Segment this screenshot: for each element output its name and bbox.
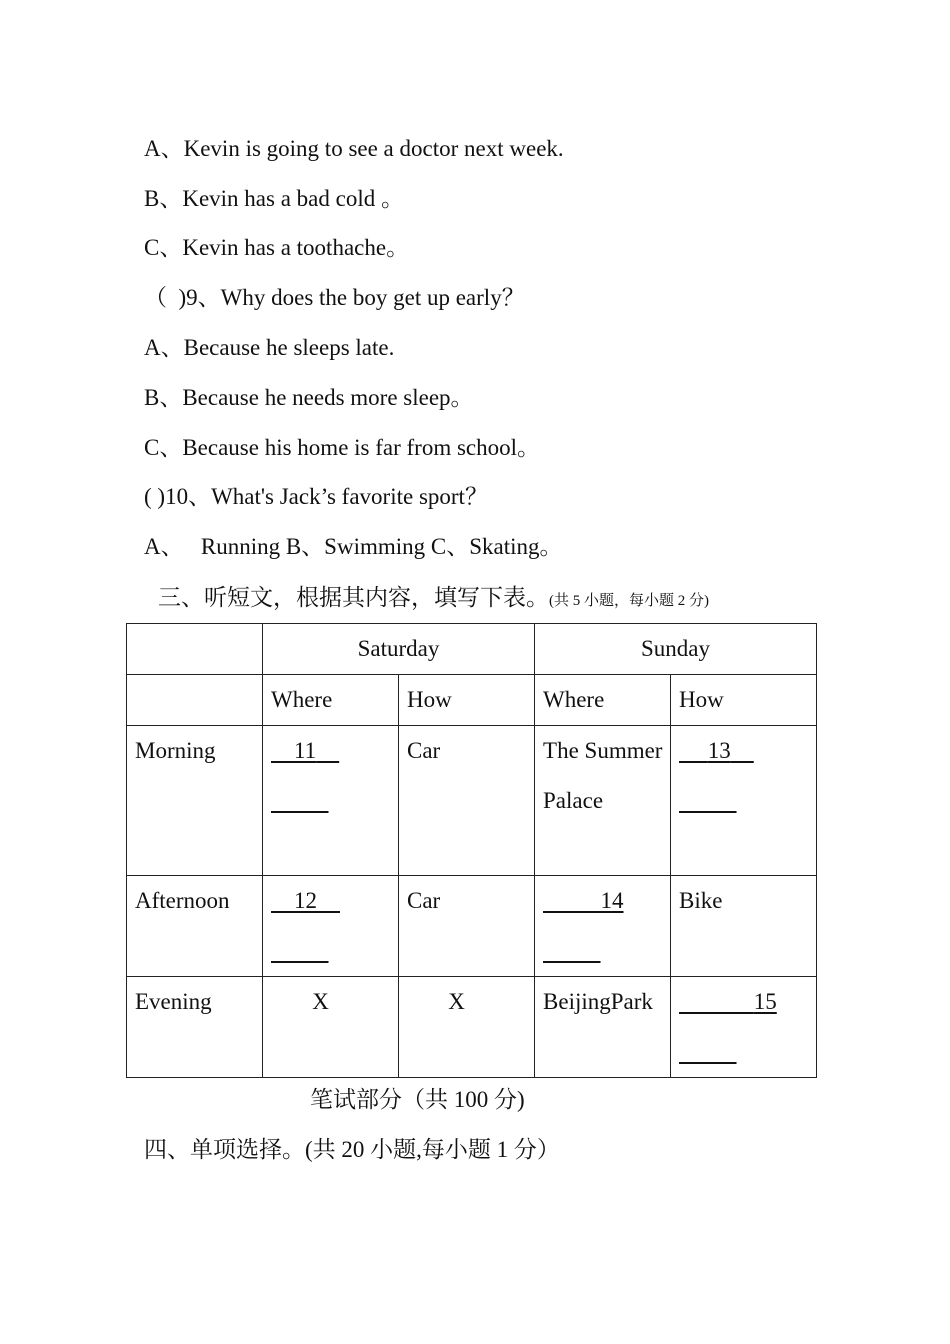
afternoon-sunday-how: Bike xyxy=(671,876,817,977)
blank-11-number: 11 xyxy=(294,738,317,763)
q8-option-a: A、Kevin is going to see a doctor next week. xyxy=(144,136,564,161)
blank-13-number: 13 xyxy=(707,738,731,763)
saturday-how-header: How xyxy=(399,675,535,726)
subheader-empty-cell xyxy=(127,675,263,726)
saturday-header: Saturday xyxy=(263,624,535,675)
row-label-evening: Evening xyxy=(127,977,263,1078)
q8-option-b: B、Kevin has a bad cold 。 xyxy=(144,186,404,211)
evening-sunday-where: BeijingPark xyxy=(535,977,671,1078)
q9-stem: （ )9、Why does the boy get up early？ xyxy=(144,285,525,310)
blank-15-number: 15 xyxy=(753,989,777,1014)
q9-option-b: B、Because he needs more sleep。 xyxy=(144,385,474,410)
evening-saturday-how: X xyxy=(399,977,535,1078)
row-label-afternoon: Afternoon xyxy=(127,876,263,977)
morning-sunday-where: The SummerPalace xyxy=(535,726,671,876)
fill-in-table xyxy=(126,623,817,1078)
q10-stem: ( )10、What's Jack’s favorite sport？ xyxy=(144,484,488,509)
blank-14-cell[interactable] xyxy=(535,876,671,977)
evening-saturday-where: X xyxy=(263,977,399,1078)
section3-title: 三、听短文，根据其内容，填写下表。 xyxy=(158,585,549,610)
q8-option-c: C、Kevin has a toothache。 xyxy=(144,235,410,260)
sunday-header: Sunday xyxy=(535,624,817,675)
section3-note: (共 5 小题，每小题 2 分) xyxy=(549,593,709,609)
blank-14-number: 14 xyxy=(600,888,624,913)
written-part-heading: 笔试部分（共 100 分) xyxy=(310,1087,525,1112)
q9-option-c: C、Because his home is far from school。 xyxy=(144,435,541,460)
sunday-where-header: Where xyxy=(535,675,671,726)
blank-15-cell[interactable] xyxy=(671,977,817,1078)
q9-option-a: A、Because he sleeps late. xyxy=(144,335,395,360)
blank-12-number: 12 xyxy=(294,888,317,913)
corner-cell xyxy=(127,624,263,675)
saturday-where-header: Where xyxy=(263,675,399,726)
section3-heading xyxy=(158,583,709,616)
morning-saturday-how: Car xyxy=(399,726,535,876)
section4-heading: 四、单项选择。(共 20 小题,每小题 1 分） xyxy=(144,1137,560,1162)
blank-11-cell[interactable] xyxy=(263,726,399,876)
q10-options: A、 Running B、Swimming C、Skating。 xyxy=(144,534,563,559)
afternoon-saturday-how: Car xyxy=(399,876,535,977)
blank-13-cell[interactable] xyxy=(671,726,817,876)
sunday-how-header: How xyxy=(671,675,817,726)
row-label-morning: Morning xyxy=(127,726,263,876)
blank-12-cell[interactable] xyxy=(263,876,399,977)
